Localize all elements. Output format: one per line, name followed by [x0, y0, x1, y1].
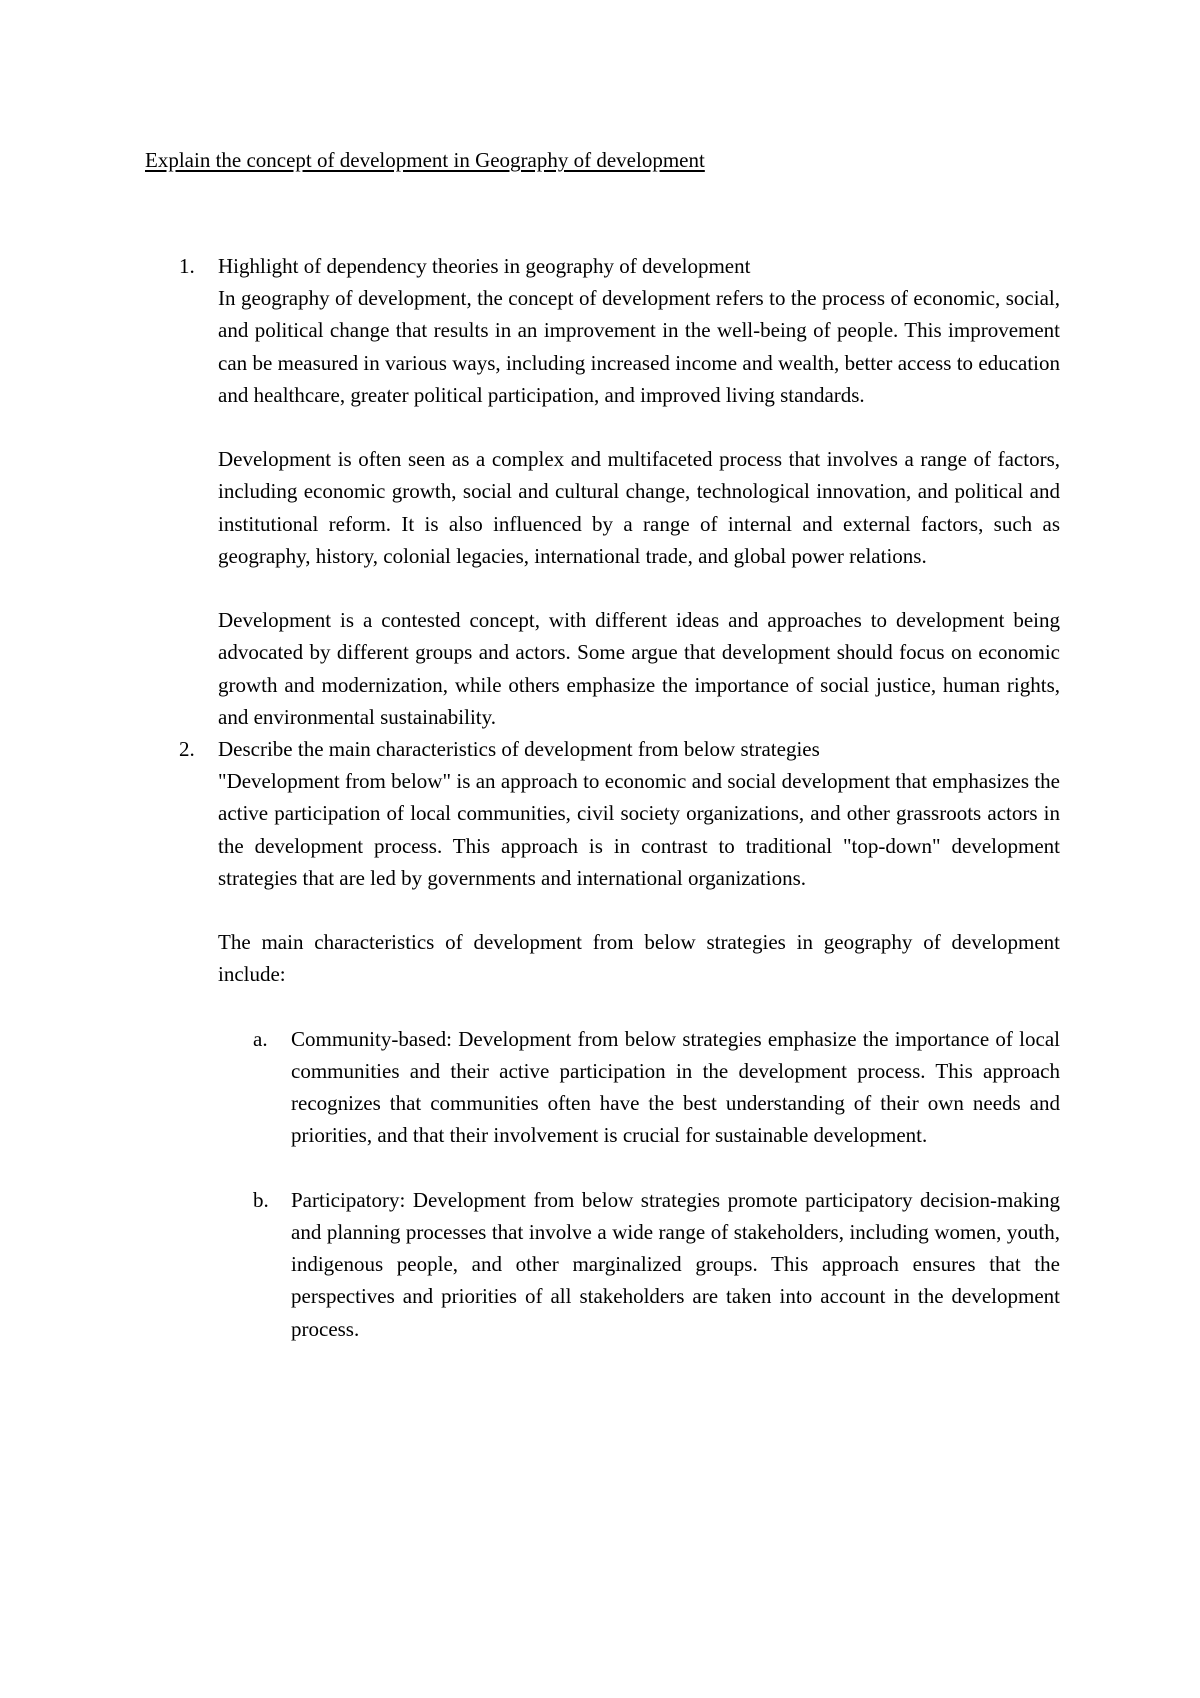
document-title: Explain the concept of development in Geography of development — [145, 148, 705, 172]
sub-list-item-b — [218, 1184, 1060, 1345]
paragraph: Development is a contested concept, with different ideas and approaches to development being advocated by different groups and actors. Some argue that development should focus on economic growth and modernization, while others emphasize the importance of social justice, human rights, and environmental sustainability. — [218, 608, 1060, 729]
list-number: 2. — [179, 737, 195, 762]
sub-list-text: Community-based: Development from below strategies emphasize the importance of local communities and their active participation in the development process. This approach recognizes that communities often have the best understanding of their own needs and priorities, and that their involvement is crucial for sustainable development. — [291, 1026, 1060, 1148]
paragraph: Development is often seen as a complex and multifaceted process that involves a range of factors, including economic growth, social and cultural change, technological innovation, and political and institutional reform. It is also influenced by a range of internal and external factors, such as geography, history, colonial legacies, international trade, and global power relations. — [218, 447, 1060, 568]
sub-list-letter: a. — [253, 1026, 268, 1051]
item-heading: Describe the main characteristics of development from below strategies — [218, 737, 820, 762]
paragraph-spacer — [218, 572, 1060, 604]
sub-list-text: Participatory: Development from below strategies promote participatory decision-making and planning processes that involve a wide range of stakeholders, including women, youth, indigenous people, and other marginalized groups. This approach ensures that the perspectives and priorities of all stakeholders are taken into account in the development process. — [291, 1187, 1060, 1341]
document-body — [145, 250, 1060, 1345]
sub-list-item-a — [218, 1023, 1060, 1152]
list-item-1 — [145, 250, 1060, 733]
paragraph: "Development from below" is an approach to economic and social development that emphasizes the active participation of local communities, civil society organizations, and other grassroots actors in the development process. This approach is in contrast to traditional "top-down" development strategies that are led by governments and international organizations. — [218, 769, 1060, 890]
paragraph: In geography of development, the concept of development refers to the process of economic, social, and political change that results in an improvement in the well-being of people. This improvement can be measured in various ways, including increased income and wealth, better access to education and healthcare, greater political participation, and improved living standards. — [218, 286, 1060, 407]
sub-list-letter: b. — [253, 1187, 269, 1212]
item-heading: Highlight of dependency theories in geography of development — [218, 254, 751, 278]
paragraph-spacer — [218, 411, 1060, 443]
list-number: 1. — [179, 254, 195, 278]
paragraph-spacer — [218, 991, 1060, 1023]
paragraph: The main characteristics of development from below strategies in geography of development include: — [218, 930, 1060, 987]
paragraph-spacer — [218, 894, 1060, 926]
list-item-2 — [145, 733, 1060, 1345]
paragraph-spacer — [218, 1152, 1060, 1184]
